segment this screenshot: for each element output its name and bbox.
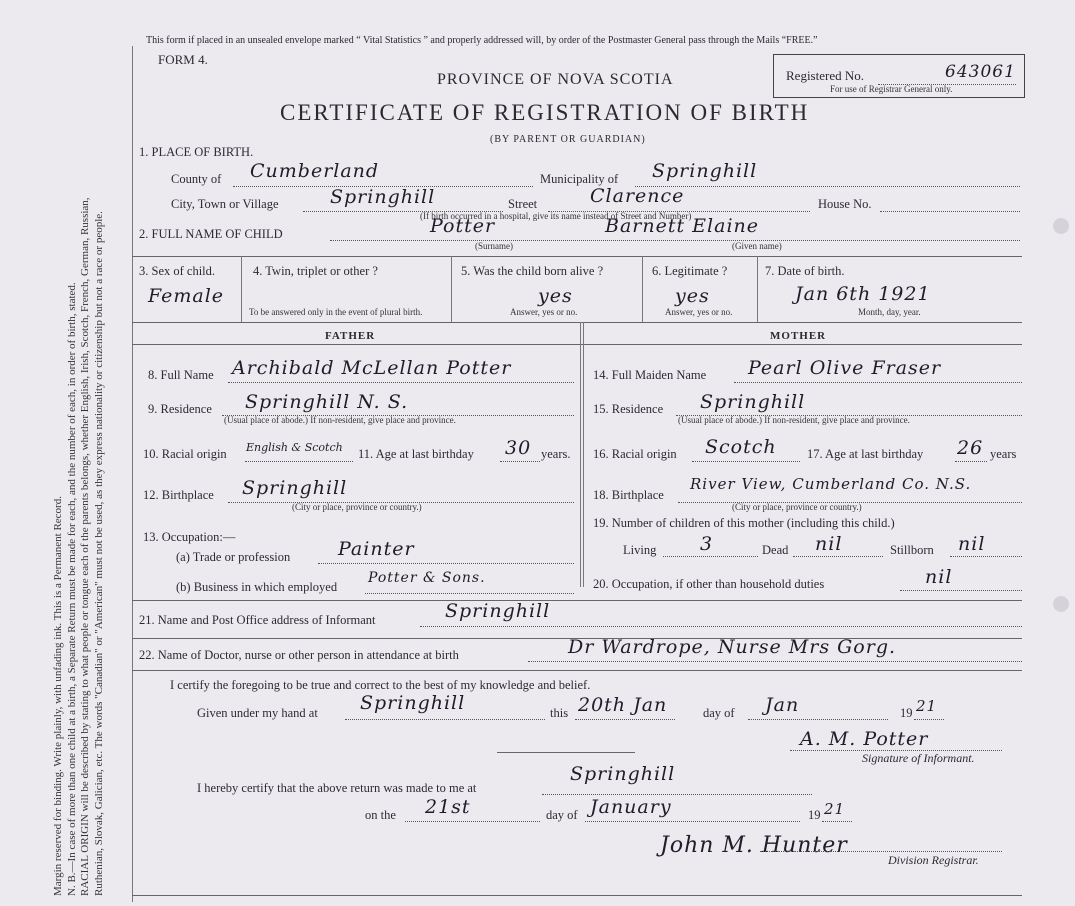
house-number-line <box>880 211 1020 212</box>
registrar-year-prefix: 19 <box>808 808 821 822</box>
row-divider <box>132 256 1022 257</box>
father-birthplace-label: 12. Birthplace <box>143 488 214 502</box>
province-heading: PROVINCE OF NOVA SCOTIA <box>437 71 674 88</box>
county-label: County of <box>171 172 222 186</box>
mother-children-label: 19. Number of children of this mother (including this child.) <box>593 516 895 530</box>
father-business-label: (b) Business in which employed <box>176 580 338 594</box>
father-name-line <box>228 382 574 383</box>
signature-separator <box>497 752 635 753</box>
born-alive-value: yes <box>538 285 573 307</box>
registrar-signature: John M. Hunter <box>660 833 848 858</box>
father-years-label: years. <box>541 447 571 461</box>
date-of-birth-label: 7. Date of birth. <box>765 264 845 278</box>
father-name-label: 8. Full Name <box>148 368 214 382</box>
column-divider <box>642 256 643 322</box>
year-prefix: 19 <box>900 706 913 720</box>
informant-line <box>420 626 1022 627</box>
father-trade-label: (a) Trade or profession <box>176 550 291 564</box>
page-subtitle: (BY PARENT OR GUARDIAN) <box>490 134 646 145</box>
day-line <box>575 719 675 720</box>
margin-note: N. B.—In case of more than one child at a birth, a Separate Return must be made for each, and the number of each, in order of birth, stated. <box>65 282 78 896</box>
registrar-place-line <box>542 794 812 795</box>
father-age-line <box>500 461 540 462</box>
certify-day-value: 20th Jan <box>578 694 668 716</box>
date-of-birth-value: Jan 6th 1921 <box>795 283 931 305</box>
stillborn-line <box>950 556 1022 557</box>
binding-hole <box>1053 218 1069 234</box>
legitimate-caption: Answer, yes or no. <box>665 307 733 317</box>
mother-name-value: Pearl Olive Fraser <box>748 357 942 379</box>
mother-heading: MOTHER <box>770 330 827 342</box>
mother-residence-label: 15. Residence <box>593 402 664 416</box>
margin-notes <box>52 16 106 896</box>
father-racial-label: 10. Racial origin <box>143 447 227 461</box>
doctor-line <box>528 661 1022 662</box>
given-place-value: Springhill <box>360 692 466 714</box>
father-trade-line <box>318 563 574 564</box>
doctor-value: Dr Wardrope, Nurse Mrs Gorg. <box>568 636 897 658</box>
street-label: Street <box>508 197 538 211</box>
father-residence-value: Springhill N. S. <box>245 391 409 413</box>
row-divider <box>132 344 1022 345</box>
street-value: Clarence <box>590 185 685 207</box>
registrar-month-value: January <box>590 796 672 818</box>
mother-racial-line <box>692 461 800 462</box>
bottom-border <box>132 895 1022 896</box>
house-number-label: House No. <box>818 197 872 211</box>
place-of-birth-heading: 1. PLACE OF BIRTH. <box>139 145 254 159</box>
this-label: this <box>550 706 569 720</box>
living-value: 3 <box>700 533 714 555</box>
margin-note: Margin reserved for binding. Write plainly, with unfading ink. This is a Permanent Record. <box>52 496 64 896</box>
father-heading: FATHER <box>325 330 376 342</box>
sex-value: Female <box>148 285 225 307</box>
born-alive-caption: Answer, yes or no. <box>510 307 578 317</box>
father-business-value: Potter & Sons. <box>368 570 486 586</box>
informant-label: 21. Name and Post Office address of Informant <box>139 613 376 627</box>
twin-caption: To be answered only in the event of plural birth. <box>249 307 423 317</box>
county-value: Cumberland <box>250 160 380 182</box>
registrar-day-line <box>405 821 540 822</box>
father-name-value: Archibald McLellan Potter <box>232 357 512 379</box>
registrar-month-line <box>585 821 800 822</box>
born-alive-label: 5. Was the child born alive ? <box>461 264 604 278</box>
registrar-day-value: 21st <box>425 796 471 818</box>
registrar-statement: I hereby certify that the above return was made to me at <box>197 781 477 795</box>
mother-name-line <box>734 382 1022 383</box>
mother-birthplace-caption: (City or place, province or country.) <box>732 502 862 512</box>
certify-month-value: Jan <box>765 694 800 716</box>
day-of-label: day of <box>703 706 735 720</box>
registrar-place-value: Springhill <box>570 763 676 785</box>
father-occupation-label: 13. Occupation:— <box>143 530 236 544</box>
informant-value: Springhill <box>445 600 551 622</box>
father-age-label: 11. Age at last birthday <box>358 447 474 461</box>
legitimate-label: 6. Legitimate ? <box>652 264 728 278</box>
margin-note: RACIAL ORIGIN will be described by stating to what people or tongue each of the parents belongs, whether English, Irish, Scotch, French, German, Russian, <box>79 197 91 896</box>
municipality-value: Springhill <box>652 160 758 182</box>
row-divider <box>132 600 1022 601</box>
registrar-note: For use of Registrar General only. <box>830 84 953 94</box>
hospital-note: (If birth occurred in a hospital, give its name instead of Street and Number) <box>420 211 692 221</box>
father-racial-value: English & Scotch <box>246 441 343 454</box>
registrar-signature-caption: Division Registrar. <box>888 853 979 867</box>
mother-age-value: 26 <box>957 437 984 459</box>
mother-years-label: years <box>990 447 1017 461</box>
dead-line <box>793 556 883 557</box>
city-value: Springhill <box>330 186 436 208</box>
child-given-value: Barnett Elaine <box>605 215 759 237</box>
informant-signature: A. M. Potter <box>800 728 929 750</box>
city-label: City, Town or Village <box>171 197 279 211</box>
date-of-birth-caption: Month, day, year. <box>858 307 921 317</box>
margin-note: Ruthenian, Slovak, Galician, etc. The words "Canadian" or "American" must not be used, as they express nationality or citizenship but not a race or people. <box>92 211 105 896</box>
month-line <box>748 719 888 720</box>
mother-racial-label: 16. Racial origin <box>593 447 677 461</box>
year-line <box>914 719 944 720</box>
child-name-label: 2. FULL NAME OF CHILD <box>139 227 283 241</box>
left-border <box>132 46 133 902</box>
legitimate-value: yes <box>675 285 710 307</box>
living-line <box>663 556 758 557</box>
page-title: CERTIFICATE OF REGISTRATION OF BIRTH <box>280 100 810 125</box>
mother-birthplace-label: 18. Birthplace <box>593 488 664 502</box>
father-birthplace-caption: (City or place, province or country.) <box>292 502 422 512</box>
row-divider <box>132 670 1022 671</box>
dead-label: Dead <box>762 543 789 557</box>
father-business-line <box>365 593 574 594</box>
father-residence-caption: (Usual place of abode.) If non-resident, give place and province. <box>224 415 456 425</box>
given-place-line <box>345 719 545 720</box>
parents-divider <box>580 322 581 587</box>
father-trade-value: Painter <box>338 538 415 560</box>
child-name-line <box>330 240 1020 241</box>
surname-caption: (Surname) <box>475 241 513 251</box>
living-label: Living <box>623 543 657 557</box>
mother-occupation-label: 20. Occupation, if other than household duties <box>593 577 825 591</box>
informant-signature-caption: Signature of Informant. <box>862 751 975 765</box>
doctor-label: 22. Name of Doctor, nurse or other person in attendance at birth <box>139 648 459 662</box>
mother-birthplace-value: River View, Cumberland Co. N.S. <box>690 475 972 493</box>
father-racial-line <box>245 461 353 462</box>
row-divider <box>132 322 1022 323</box>
mother-racial-value: Scotch <box>705 436 777 458</box>
child-surname-value: Potter <box>430 215 496 237</box>
mother-residence-value: Springhill <box>700 391 806 413</box>
mother-age-line <box>955 461 987 462</box>
given-under-label: Given under my hand at <box>197 706 318 720</box>
certify-year-value: 21 <box>916 697 938 715</box>
column-divider <box>241 256 242 322</box>
mail-notice: This form if placed in an unsealed envelope marked “ Vital Statistics ” and properly addressed will, by order of the Postmaster General pass through the Mails “FREE.” <box>146 35 818 46</box>
municipality-line <box>635 186 1020 187</box>
stillborn-value: nil <box>958 533 986 555</box>
registered-number: 643061 <box>945 62 1016 82</box>
form-number: FORM 4. <box>158 52 208 67</box>
registered-label: Registered No. <box>786 68 864 83</box>
registrar-day-of-label: day of <box>546 808 578 822</box>
municipality-label: Municipality of <box>540 172 619 186</box>
given-name-caption: (Given name) <box>732 241 782 251</box>
mother-name-label: 14. Full Maiden Name <box>593 368 707 382</box>
column-divider <box>757 256 758 322</box>
mother-residence-caption: (Usual place of abode.) If non-resident, give place and province. <box>678 415 910 425</box>
registrar-signature-line <box>760 851 1002 852</box>
sex-label: 3. Sex of child. <box>139 264 216 278</box>
stillborn-label: Stillborn <box>890 543 934 557</box>
column-divider <box>451 256 452 322</box>
twin-label: 4. Twin, triplet or other ? <box>253 264 378 278</box>
parents-divider <box>583 322 584 587</box>
certify-statement: I certify the foregoing to be true and correct to the best of my knowledge and belief. <box>170 678 591 692</box>
father-age-value: 30 <box>505 437 532 459</box>
mother-age-label: 17. Age at last birthday <box>807 447 924 461</box>
on-the-label: on the <box>365 808 396 822</box>
registrar-year-value: 21 <box>824 800 846 818</box>
mother-occupation-line <box>900 590 1022 591</box>
mother-occupation-value: nil <box>925 566 953 588</box>
registrar-year-line <box>822 821 852 822</box>
father-birthplace-value: Springhill <box>242 477 348 499</box>
father-residence-label: 9. Residence <box>148 402 212 416</box>
binding-hole <box>1053 596 1069 612</box>
dead-value: nil <box>815 533 843 555</box>
